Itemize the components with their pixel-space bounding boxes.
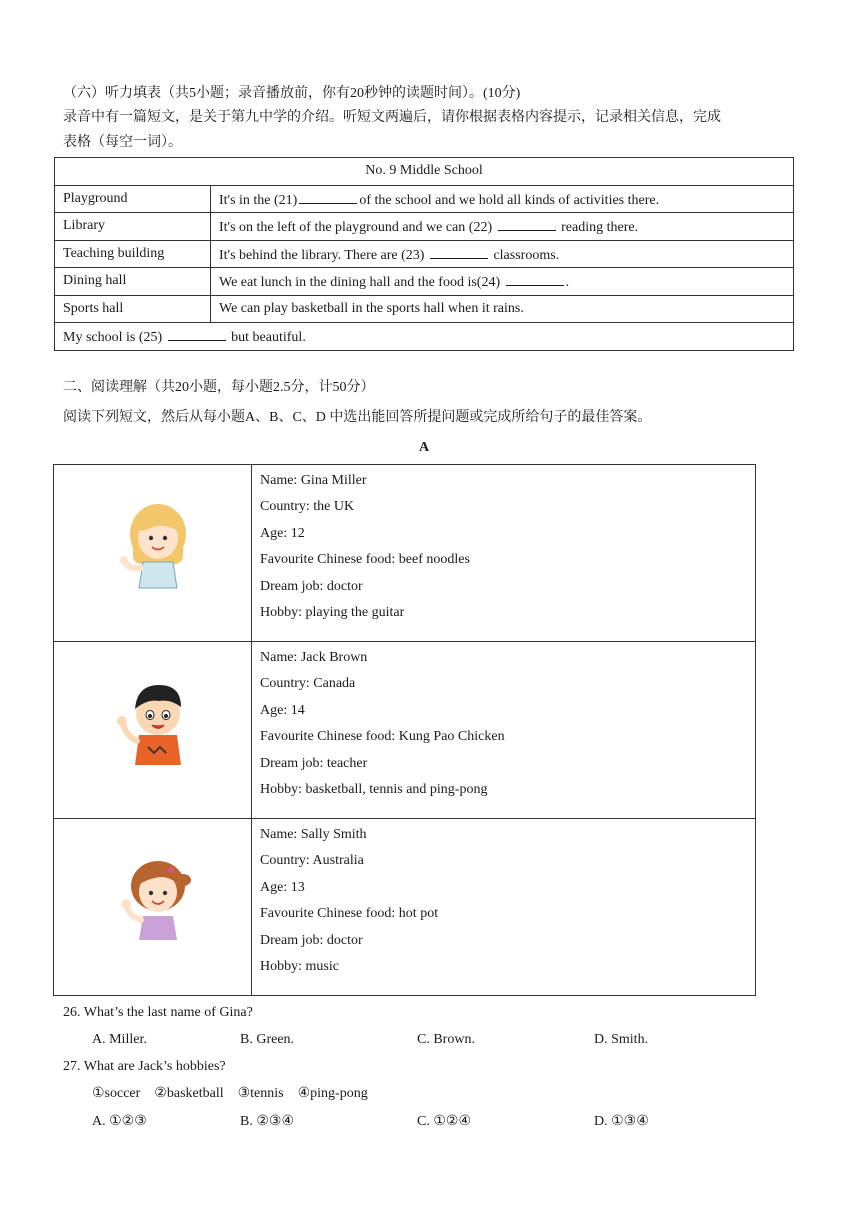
table-row <box>55 240 794 268</box>
boy-waving-icon <box>55 643 250 812</box>
row-content: It's behind the library. There are (23) classrooms. <box>211 240 794 268</box>
listening-table <box>54 157 794 351</box>
person-info <box>252 642 756 819</box>
reading-table <box>53 464 756 996</box>
person-job: Dream job: doctor <box>260 932 363 948</box>
table-row <box>55 185 794 213</box>
person-hobby: Hobby: basketball, tennis and ping-pong <box>260 781 488 797</box>
person-age: Age: 13 <box>260 879 305 895</box>
person-info <box>252 819 756 996</box>
question-26-stem: 26. What’s the last name of Gina? <box>63 1005 253 1020</box>
person-name: Name: Sally Smith <box>260 827 367 842</box>
person-country: Country: the UK <box>260 499 355 515</box>
q26-option-b[interactable]: B. Green. <box>240 1032 295 1047</box>
table-title: No. 9 Middle School <box>55 158 794 186</box>
section6-instruction-cont: 表格（每空一词）。 <box>63 135 182 150</box>
passage-label: A <box>419 440 430 455</box>
table-row <box>54 465 756 642</box>
q26-option-c[interactable]: C. Brown. <box>417 1032 475 1047</box>
person-food: Favourite Chinese food: hot pot <box>260 906 439 922</box>
answer-blank-22[interactable] <box>498 216 556 231</box>
section6-heading: （六）听力填表（共5小题；录音播放前，你有20秒钟的读题时间）。(10分) <box>63 86 521 101</box>
section6-instruction: 录音中有一篇短文，是关于第九中学的介绍。听短文两遍后，请你根据表格内容提示，记录相关信息，完成 <box>63 110 721 125</box>
row-content: We can play basketball in the sports hall when it rains. <box>211 295 794 323</box>
section2-instruction: 阅读下列短文，然后从每小题A、B、C、D 中选出能回答所提问题或完成所给句子的最佳答案。 <box>63 410 652 425</box>
table-row <box>54 819 756 996</box>
person-hobby: Hobby: playing the guitar <box>260 604 405 620</box>
table-row <box>55 158 794 186</box>
q27-option-a[interactable]: A. ①②③ <box>92 1114 147 1129</box>
row-label: Playground <box>55 185 211 213</box>
person-hobby: Hobby: music <box>260 958 339 974</box>
table-row <box>55 268 794 296</box>
row-label: Library <box>55 213 211 241</box>
sally-picture <box>54 819 252 996</box>
row-content: We eat lunch in the dining hall and the food is(24) . <box>211 268 794 296</box>
girl-blonde-icon <box>55 466 250 635</box>
q26-option-a[interactable]: A. Miller. <box>92 1032 147 1047</box>
row-label: Dining hall <box>55 268 211 296</box>
table-row <box>55 295 794 323</box>
answer-blank-25[interactable] <box>168 326 226 341</box>
person-job: Dream job: teacher <box>260 755 368 771</box>
girl-waving-icon <box>55 820 250 989</box>
person-info <box>252 465 756 642</box>
answer-blank-24[interactable] <box>506 271 564 286</box>
jack-picture <box>54 642 252 819</box>
table-footer: My school is (25) but beautiful. <box>55 323 794 351</box>
row-label: Sports hall <box>55 295 211 323</box>
row-content: It's in the (21) of the school and we hold all kinds of activities there. <box>211 185 794 213</box>
row-label: Teaching building <box>55 240 211 268</box>
section2-heading: 二、阅读理解（共20小题，每小题2.5分，计50分） <box>63 380 375 395</box>
answer-blank-23[interactable] <box>430 244 488 259</box>
person-age: Age: 12 <box>260 525 305 541</box>
table-row <box>54 642 756 819</box>
person-country: Country: Australia <box>260 853 364 869</box>
person-job: Dream job: doctor <box>260 578 363 594</box>
person-country: Country: Canada <box>260 676 356 692</box>
person-food: Favourite Chinese food: beef noodles <box>260 552 470 568</box>
q27-option-b[interactable]: B. ②③④ <box>240 1114 294 1129</box>
row-content: It's on the left of the playground and we can (22) reading there. <box>211 213 794 241</box>
table-row <box>55 323 794 351</box>
gina-picture <box>54 465 252 642</box>
q27-option-c[interactable]: C. ①②④ <box>417 1114 471 1129</box>
answer-blank-21[interactable] <box>299 189 357 204</box>
person-name: Name: Jack Brown <box>260 650 368 665</box>
q27-items: ①soccer ②basketball ③tennis ④ping-pong <box>92 1086 368 1101</box>
person-food: Favourite Chinese food: Kung Pao Chicken <box>260 729 505 745</box>
person-name: Name: Gina Miller <box>260 473 367 488</box>
q27-option-d[interactable]: D. ①③④ <box>594 1114 649 1129</box>
person-age: Age: 14 <box>260 702 305 718</box>
table-row <box>55 213 794 241</box>
question-27-stem: 27. What are Jack’s hobbies? <box>63 1059 226 1074</box>
q26-option-d[interactable]: D. Smith. <box>594 1032 649 1047</box>
